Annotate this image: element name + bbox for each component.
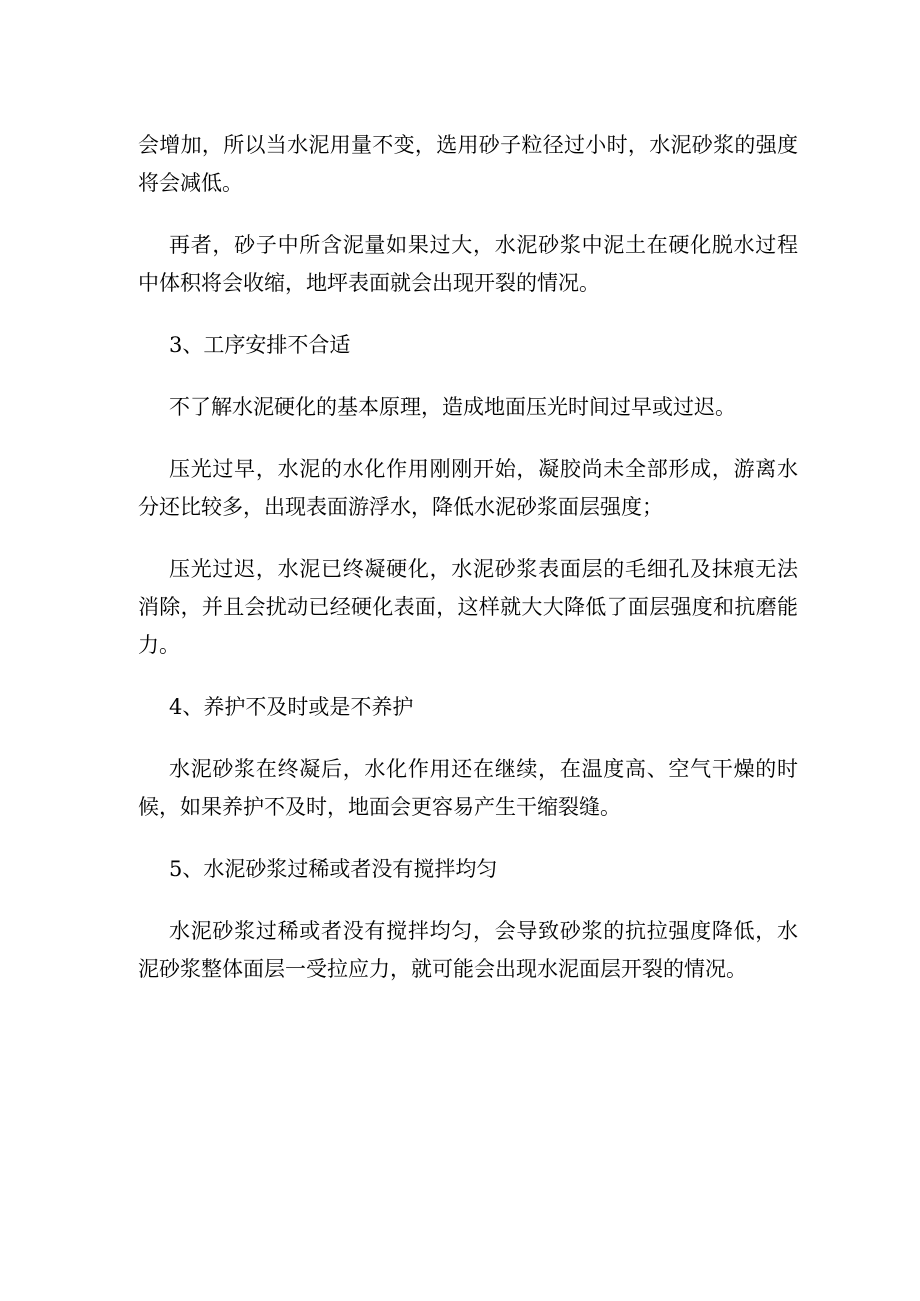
section-heading-4: 4、养护不及时或是不养护 — [169, 695, 414, 719]
paragraph-mortar-mixing: 水泥砂浆过稀或者没有搅拌均匀，会导致砂浆的抗拉强度降低，水泥砂浆整体面层一受拉应力，就可能会出现水泥面层开裂的情况。 — [138, 919, 798, 981]
section-heading-5: 5、水泥砂浆过稀或者没有搅拌均匀 — [169, 857, 498, 881]
paragraph-curing: 水泥砂浆在终凝后，水化作用还在继续，在温度高、空气干燥的时候，如果养护不及时，地面会更容易产生干缩裂缝。 — [138, 757, 798, 819]
paragraph-continuation: 会增加，所以当水泥用量不变，选用砂子粒径过小时，水泥砂浆的强度将会减低。 — [138, 133, 798, 195]
document-body — [138, 126, 798, 1012]
paragraph-press-too-late: 压光过迟，水泥已终凝硬化，水泥砂浆表面层的毛细孔及抹痕无法消除，并且会扰动已经硬化表面，这样就大大降低了面层强度和抗磨能力。 — [138, 557, 798, 657]
paragraph-sand-mud-content: 再者，砂子中所含泥量如果过大，水泥砂浆中泥土在硬化脱水过程中体积将会收缩，地坪表面就会出现开裂的情况。 — [138, 233, 798, 295]
paragraph-hardening-principle: 不了解水泥硬化的基本原理，造成地面压光时间过早或过迟。 — [169, 395, 736, 419]
paragraph-press-too-early: 压光过早，水泥的水化作用刚刚开始，凝胶尚未全部形成，游离水分还比较多，出现表面游浮水，降低水泥砂浆面层强度； — [138, 457, 798, 519]
section-heading-3: 3、工序安排不合适 — [169, 333, 351, 357]
